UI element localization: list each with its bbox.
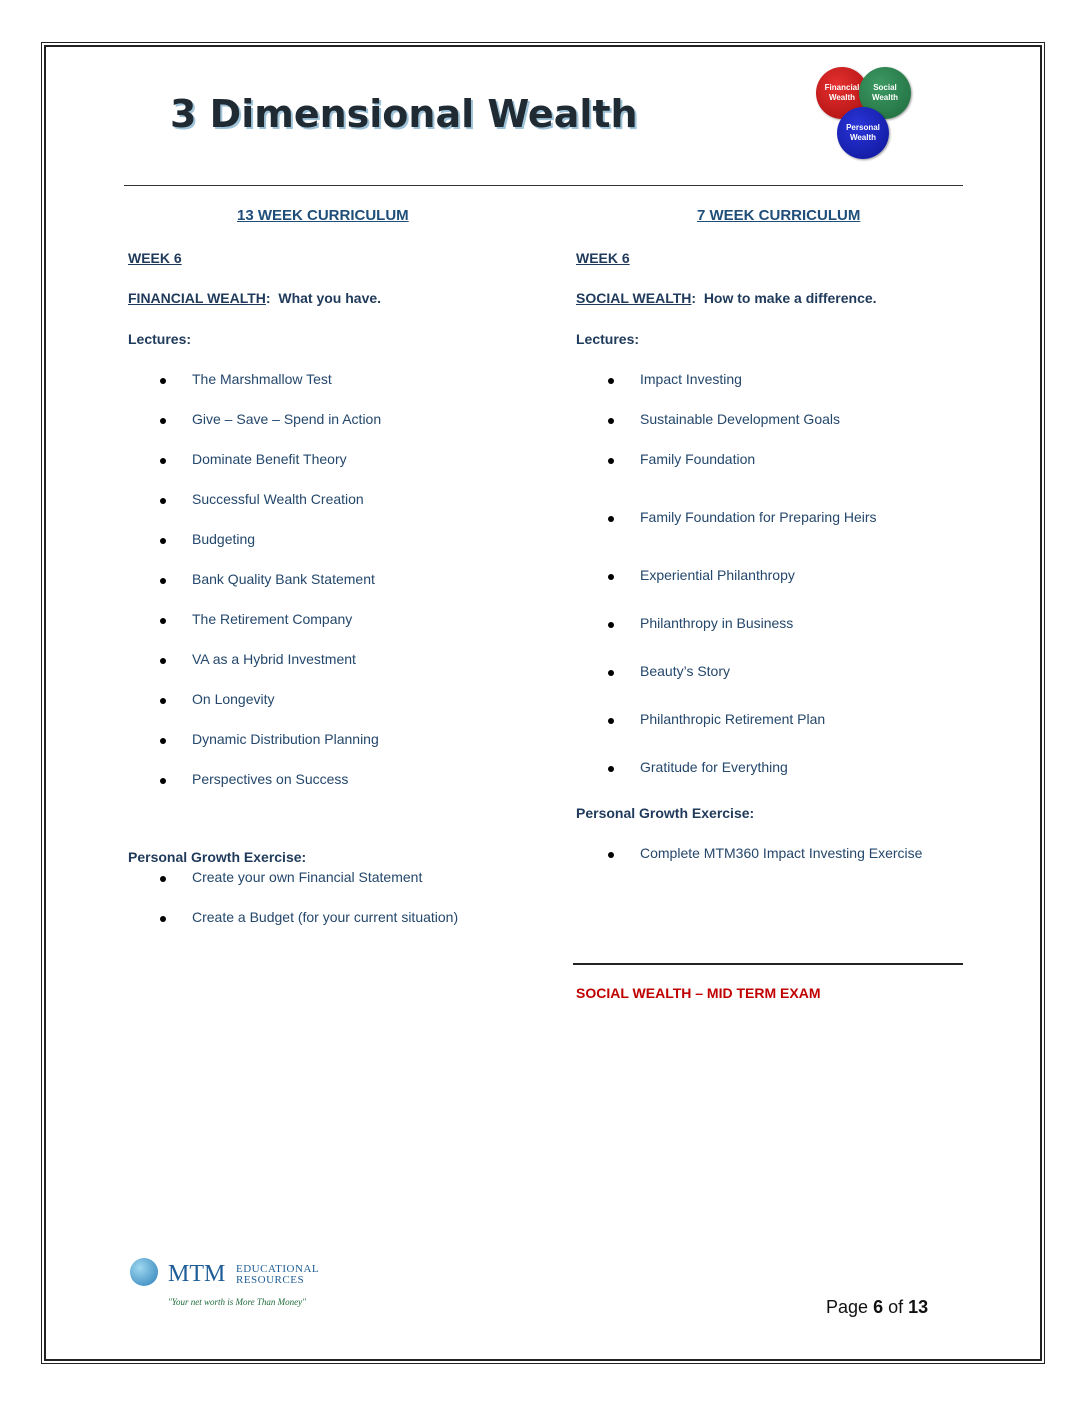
left-exercise-label: Personal Growth Exercise: bbox=[128, 849, 307, 865]
globe-icon bbox=[130, 1258, 158, 1286]
logo-edu-text bbox=[236, 1264, 319, 1286]
bullet-icon bbox=[608, 418, 614, 424]
page-current: 6 bbox=[873, 1297, 884, 1317]
midterm-exam-label: SOCIAL WEALTH – MID TERM EXAM bbox=[576, 985, 821, 1001]
bullet-icon bbox=[160, 738, 166, 744]
logo-edu-line2: RESOURCES bbox=[236, 1274, 305, 1286]
left-exercise-item: Create your own Financial Statement bbox=[192, 869, 423, 885]
bullet-icon bbox=[608, 458, 614, 464]
right-lecture-item: Philanthropic Retirement Plan bbox=[640, 711, 826, 727]
left-week-label: WEEK 6 bbox=[128, 250, 182, 266]
page-total: 13 bbox=[908, 1297, 929, 1317]
personal-wealth-label: Personal Wealth bbox=[846, 123, 880, 142]
bullet-icon bbox=[160, 658, 166, 664]
left-lecture-item: Dominate Benefit Theory bbox=[192, 451, 347, 467]
page-of: of bbox=[888, 1297, 904, 1317]
right-lecture-item: Family Foundation for Preparing Heirs bbox=[640, 509, 877, 525]
left-lecture-item: VA as a Hybrid Investment bbox=[192, 651, 356, 667]
left-lecture-item: Budgeting bbox=[192, 531, 256, 547]
logo-edu-line1: EDUCATIONAL bbox=[236, 1263, 320, 1275]
bullet-icon bbox=[608, 670, 614, 676]
right-lecture-item: Impact Investing bbox=[640, 371, 742, 387]
page-prefix: Page bbox=[826, 1297, 869, 1317]
page-title: 3 Dimensional Wealth bbox=[170, 92, 638, 136]
bullet-icon bbox=[160, 778, 166, 784]
bullet-icon bbox=[160, 418, 166, 424]
social-wealth-label: Social Wealth bbox=[871, 83, 899, 102]
logo-mtm-text: MTM bbox=[168, 1261, 226, 1287]
left-lectures-label: Lectures: bbox=[128, 331, 192, 347]
right-topic-desc: : How to make a difference. bbox=[691, 290, 877, 306]
header-divider bbox=[124, 185, 963, 186]
bullet-icon bbox=[608, 852, 614, 858]
left-lecture-item: The Marshmallow Test bbox=[192, 371, 332, 387]
left-lecture-item: On Longevity bbox=[192, 691, 275, 707]
right-exercise-item: Complete MTM360 Impact Investing Exercise bbox=[640, 845, 923, 861]
right-topic-label: SOCIAL WEALTH bbox=[576, 290, 692, 306]
bullet-icon bbox=[608, 574, 614, 580]
right-lecture-item: Experiential Philanthropy bbox=[640, 567, 795, 583]
bullet-icon bbox=[160, 538, 166, 544]
left-lecture-item: Dynamic Distribution Planning bbox=[192, 731, 379, 747]
left-topic-label: FINANCIAL WEALTH bbox=[128, 290, 266, 306]
bullet-icon bbox=[160, 378, 166, 384]
right-lecture-item: Philanthropy in Business bbox=[640, 615, 794, 631]
bullet-icon bbox=[160, 578, 166, 584]
bullet-icon bbox=[160, 916, 166, 922]
right-topic bbox=[576, 290, 877, 306]
right-week-label: WEEK 6 bbox=[576, 250, 630, 266]
right-lectures-label: Lectures: bbox=[576, 331, 640, 347]
left-topic bbox=[128, 290, 381, 306]
right-exercise-label: Personal Growth Exercise: bbox=[576, 805, 755, 821]
left-lecture-item: Give – Save – Spend in Action bbox=[192, 411, 382, 427]
left-lecture-item: Successful Wealth Creation bbox=[192, 491, 364, 507]
bullet-icon bbox=[608, 766, 614, 772]
mtm-logo bbox=[128, 1256, 358, 1316]
bullet-icon bbox=[608, 718, 614, 724]
bullet-icon bbox=[608, 622, 614, 628]
right-lecture-item: Family Foundation bbox=[640, 451, 756, 467]
right-lecture-item: Beauty’s Story bbox=[640, 663, 731, 679]
bullet-icon bbox=[160, 458, 166, 464]
right-curriculum-heading: 7 WEEK CURRICULUM bbox=[697, 207, 861, 224]
left-exercise-item: Create a Budget (for your current situation) bbox=[192, 909, 459, 925]
page-number bbox=[826, 1297, 928, 1318]
left-lecture-item: The Retirement Company bbox=[192, 611, 353, 627]
exam-divider bbox=[573, 963, 963, 965]
left-topic-desc: : What you have. bbox=[265, 290, 382, 306]
bullet-icon bbox=[160, 618, 166, 624]
logo-tagline: "Your net worth is More Than Money" bbox=[168, 1297, 306, 1307]
right-lecture-item: Gratitude for Everything bbox=[640, 759, 788, 775]
financial-wealth-label: Financial Wealth bbox=[824, 83, 860, 102]
left-lecture-item: Perspectives on Success bbox=[192, 771, 349, 787]
right-lecture-item: Sustainable Development Goals bbox=[640, 411, 841, 427]
bullet-icon bbox=[608, 516, 614, 522]
bullet-icon bbox=[160, 876, 166, 882]
left-lecture-item: Bank Quality Bank Statement bbox=[192, 571, 375, 587]
personal-wealth-circle bbox=[837, 107, 889, 159]
bullet-icon bbox=[160, 698, 166, 704]
bullet-icon bbox=[608, 378, 614, 384]
left-curriculum-heading: 13 WEEK CURRICULUM bbox=[237, 207, 409, 224]
bullet-icon bbox=[160, 498, 166, 504]
